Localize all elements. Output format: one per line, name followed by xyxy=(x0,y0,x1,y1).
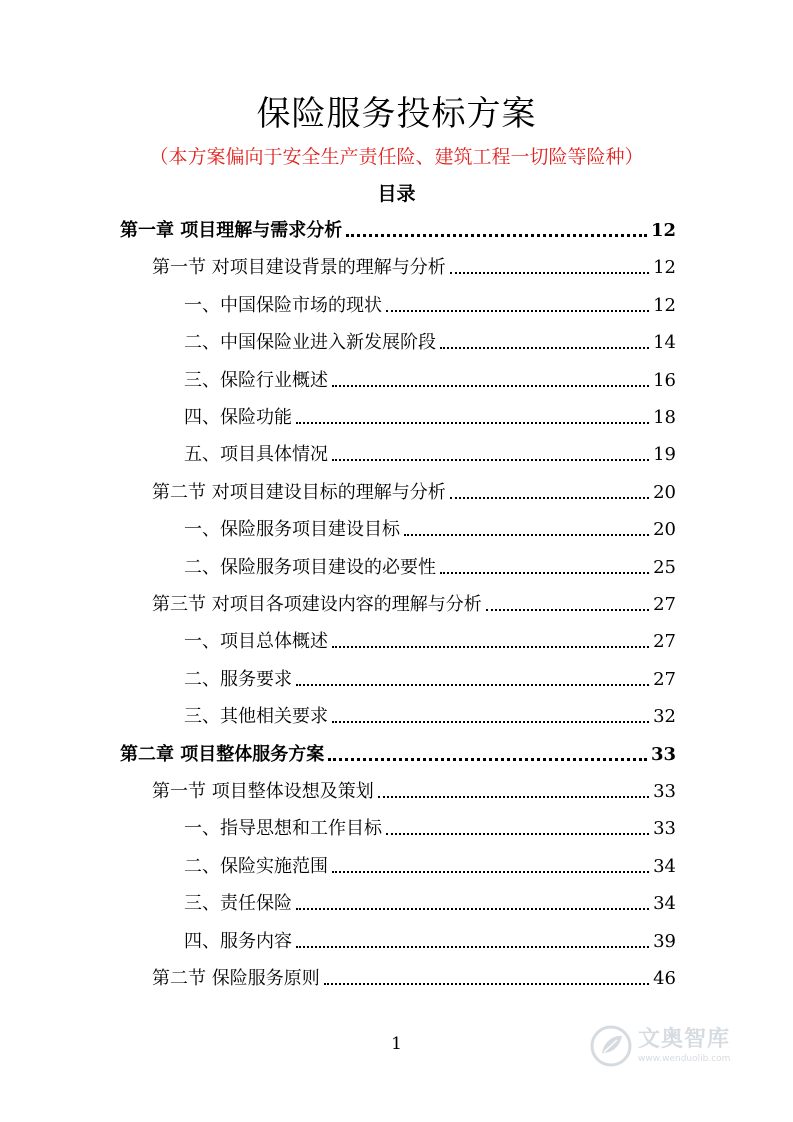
toc-entry[interactable] xyxy=(184,550,676,580)
toc-leader-dots xyxy=(296,422,649,424)
toc-leader-dots xyxy=(378,796,649,798)
toc-entry-page: 19 xyxy=(653,444,676,466)
toc-entry-label: 一、项目总体概述 xyxy=(184,631,328,653)
toc-entry-label: 四、服务内容 xyxy=(184,930,292,952)
toc-entry[interactable] xyxy=(152,475,676,505)
toc-entry-page: 12 xyxy=(653,257,676,279)
toc-leader-dots xyxy=(332,459,649,461)
toc-entry-label: 第一节 对项目建设背景的理解与分析 xyxy=(152,257,446,279)
document-subtitle: （本方案偏向于安全生产责任险、建筑工程一切险等险种） xyxy=(149,146,644,168)
toc-entry-page: 12 xyxy=(650,220,676,241)
toc-entry-label: 二、保险服务项目建设的必要性 xyxy=(184,556,436,578)
toc-entry-label: 第二章 项目整体服务方案 xyxy=(120,743,325,765)
toc-entry[interactable] xyxy=(184,363,676,393)
toc-entry-page: 46 xyxy=(653,968,676,989)
toc-leader-dots xyxy=(450,272,649,274)
toc-entry-page: 33 xyxy=(650,743,676,765)
toc-entry-page: 27 xyxy=(653,668,676,690)
toc-leader-dots xyxy=(404,534,649,536)
toc-leader-dots xyxy=(296,908,649,910)
toc-leader-dots xyxy=(386,310,649,312)
toc-entry-label: 一、指导思想和工作目标 xyxy=(184,818,382,840)
toc-entry-label: 第一章 项目理解与需求分析 xyxy=(120,220,343,241)
toc-entry[interactable] xyxy=(184,512,676,542)
toc-leader-dots xyxy=(450,497,649,499)
toc-entry[interactable] xyxy=(152,961,676,991)
toc-leader-dots xyxy=(386,833,649,835)
toc-entry-label: 第二节 对项目建设目标的理解与分析 xyxy=(152,481,446,503)
toc-entry-page: 34 xyxy=(653,893,676,915)
toc-entry-label: 三、其他相关要求 xyxy=(184,706,328,728)
toc-leader-dots xyxy=(332,721,649,723)
toc-leader-dots xyxy=(324,983,649,985)
toc-entry[interactable] xyxy=(152,587,676,617)
toc-entry[interactable] xyxy=(184,886,676,916)
toc-entry-page: 25 xyxy=(653,556,676,578)
toc-entry-label: 第三节 对项目各项建设内容的理解与分析 xyxy=(152,594,482,615)
leaf-logo-icon xyxy=(590,1025,632,1067)
toc-entry[interactable] xyxy=(184,400,676,430)
toc-entry[interactable] xyxy=(152,774,676,804)
toc-leader-dots xyxy=(296,946,649,948)
toc-entry-page: 27 xyxy=(653,631,676,653)
toc-entry-page: 34 xyxy=(653,855,676,877)
toc-entry-label: 二、保险实施范围 xyxy=(184,855,328,877)
toc-leader-dots xyxy=(486,609,649,611)
toc-entry[interactable] xyxy=(120,213,676,243)
toc-entry-page: 39 xyxy=(653,930,676,952)
toc-entry-page: 32 xyxy=(653,706,676,728)
toc-entry-page: 33 xyxy=(653,818,676,840)
toc-entry-page: 20 xyxy=(653,481,676,503)
toc-entry[interactable] xyxy=(184,849,676,879)
toc-entry[interactable] xyxy=(184,811,676,841)
toc-entry[interactable] xyxy=(184,624,676,654)
toc-entry-label: 第二节 保险服务原则 xyxy=(152,968,320,989)
toc-entry[interactable] xyxy=(184,662,676,692)
toc-entry-page: 27 xyxy=(653,594,676,615)
toc-entry-page: 20 xyxy=(653,519,676,541)
toc-leader-dots xyxy=(440,347,649,349)
toc-entry-page: 14 xyxy=(653,332,676,354)
toc-entry-page: 12 xyxy=(653,294,676,316)
document-title: 保险服务投标方案 xyxy=(256,94,537,134)
toc-entry-page: 18 xyxy=(653,407,676,428)
toc-entry-label: 二、中国保险业进入新发展阶段 xyxy=(184,332,436,354)
toc-entry[interactable] xyxy=(184,288,676,318)
toc-entry[interactable] xyxy=(120,737,676,767)
toc-entry-label: 五、项目具体情况 xyxy=(184,444,328,466)
toc-entry-label: 四、保险功能 xyxy=(184,407,292,428)
toc-entry-label: 一、保险服务项目建设目标 xyxy=(184,519,400,541)
toc-entry[interactable] xyxy=(184,699,676,729)
toc-leader-dots xyxy=(328,758,647,761)
toc-leader-dots xyxy=(332,871,649,873)
toc-leader-dots xyxy=(332,646,649,648)
watermark-url: www.wenduolib.com xyxy=(638,1054,731,1064)
toc-entry[interactable] xyxy=(184,437,676,467)
toc-entry[interactable] xyxy=(152,250,676,280)
watermark-name: 文奥智库 xyxy=(638,1027,731,1052)
toc-entry-page: 33 xyxy=(653,781,676,802)
toc-entry-label: 二、服务要求 xyxy=(184,668,292,690)
watermark xyxy=(590,1018,770,1074)
toc-entry[interactable] xyxy=(184,924,676,954)
toc-entry-label: 第一节 项目整体设想及策划 xyxy=(152,781,374,802)
toc-entry-page: 16 xyxy=(653,369,676,391)
toc-leader-dots xyxy=(346,234,647,237)
toc-heading: 目录 xyxy=(377,183,416,205)
toc-leader-dots xyxy=(440,572,649,574)
toc-leader-dots xyxy=(296,684,649,686)
toc-entry[interactable] xyxy=(184,325,676,355)
page-number: 1 xyxy=(391,1034,402,1054)
toc-leader-dots xyxy=(332,385,649,387)
toc-entry-label: 三、保险行业概述 xyxy=(184,369,328,391)
toc-entry-label: 一、中国保险市场的现状 xyxy=(184,294,382,316)
toc-entry-label: 三、责任保险 xyxy=(184,893,292,915)
